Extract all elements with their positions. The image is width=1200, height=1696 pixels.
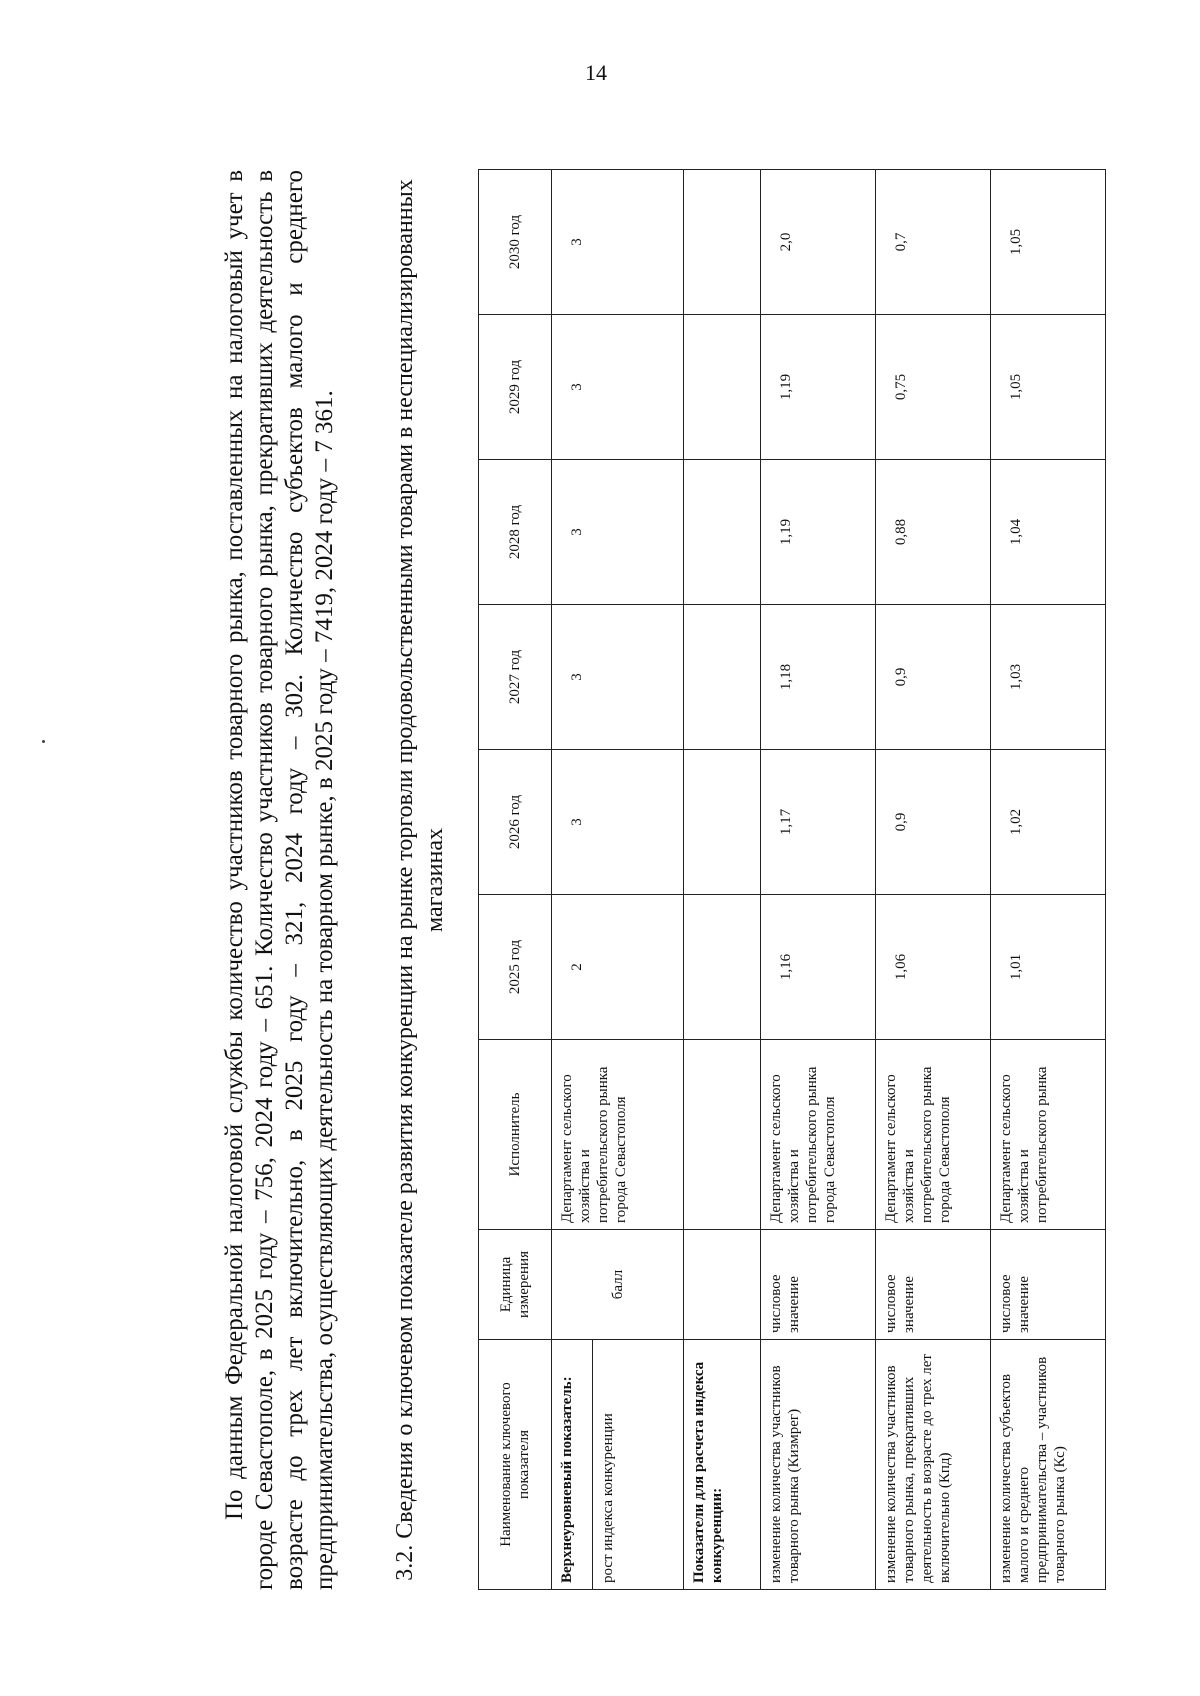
indicator-value: 1,01 xyxy=(991,895,1106,1040)
header-year-2028: 2028 год xyxy=(479,460,552,605)
indicator-value: 1,05 xyxy=(991,315,1106,460)
indicator-value: 1,03 xyxy=(991,605,1106,750)
top-level-indicator-name: рост индекса конкуренции xyxy=(593,1340,684,1590)
top-level-value: 3 xyxy=(552,460,684,605)
indicator-value: 1,02 xyxy=(991,750,1106,895)
indicator-value: 1,19 xyxy=(761,315,876,460)
indicator-executor: Департамент сельского хозяйства и потребительского рынка города Севастополя xyxy=(761,1040,876,1230)
indicator-value: 1,17 xyxy=(761,750,876,895)
calc-section-label: Показатели для расчета индекса конкуренции: xyxy=(684,1340,761,1590)
header-year-2030: 2030 год xyxy=(479,170,552,315)
empty-cell xyxy=(684,1040,761,1230)
indicator-value: 1,04 xyxy=(991,460,1106,605)
empty-cell xyxy=(684,1230,761,1340)
intro-paragraph: По данным Федеральной налоговой службы количество участников товарного рынка, поставленных на налоговый учет в городе Севастополе, в 2025 году – 756, 2024 году – 651. Количество участников товарного рынка, прекративших деятельность в возрасте до трех лет включительно, в 2025 году – 321, 2024 году – 302. Количество субъектов малого и среднего предпринимательства, осуществляющих деятельность на товарном рынке, в 2025 году – 7419, 2024 году – 7 361. xyxy=(221,170,338,1590)
indicator-value: 0,9 xyxy=(876,605,991,750)
calc-section-row xyxy=(684,170,761,1590)
indicator-value: 1,06 xyxy=(876,895,991,1040)
indicator-value: 0,7 xyxy=(876,170,991,315)
top-level-label-row xyxy=(552,170,593,1590)
indicator-unit: числовое значение xyxy=(761,1230,876,1340)
table-row xyxy=(991,170,1106,1590)
header-unit: Единица измерения xyxy=(479,1230,552,1340)
top-level-label: Верхнеуровневый показатель: xyxy=(552,1340,593,1590)
top-level-unit: балл xyxy=(552,1230,684,1340)
indicator-value: 1,16 xyxy=(761,895,876,1040)
empty-cell xyxy=(684,750,761,895)
top-level-value: 2 xyxy=(552,895,684,1040)
empty-cell xyxy=(684,605,761,750)
top-level-value: 3 xyxy=(552,605,684,750)
indicator-value: 1,05 xyxy=(991,170,1106,315)
indicator-name: изменение количества участников товарного рынка, прекративших деятельность в возрасте до трех лет включительно (Кпд) xyxy=(876,1340,991,1590)
page-number: 14 xyxy=(585,60,607,85)
indicator-value: 0,75 xyxy=(876,315,991,460)
indicator-value: 2,0 xyxy=(761,170,876,315)
indicator-value: 1,19 xyxy=(761,460,876,605)
table-row xyxy=(876,170,991,1590)
header-year-2026: 2026 год xyxy=(479,750,552,895)
kpi-table xyxy=(478,169,1106,1590)
top-level-value: 3 xyxy=(552,750,684,895)
top-level-executor: Департамент сельского хозяйства и потребительского рынка города Севастополя xyxy=(552,1040,684,1230)
table-header-row xyxy=(479,170,552,1590)
rotated-page-content xyxy=(220,170,1068,1590)
indicator-unit: числовое значение xyxy=(876,1230,991,1340)
indicator-name: изменение количества участников товарного рынка (Кизмрег) xyxy=(761,1340,876,1590)
empty-cell xyxy=(684,170,761,315)
header-year-2029: 2029 год xyxy=(479,315,552,460)
indicator-value: 0,9 xyxy=(876,750,991,895)
empty-cell xyxy=(684,315,761,460)
indicator-executor: Департамент сельского хозяйства и потребительского рынка города Севастополя xyxy=(876,1040,991,1230)
indicator-executor: Департамент сельского хозяйства и потребительского рынка xyxy=(991,1040,1106,1230)
header-year-2025: 2025 год xyxy=(479,895,552,1040)
header-year-2027: 2027 год xyxy=(479,605,552,750)
empty-cell xyxy=(684,460,761,605)
section-title: 3.2. Сведения о ключевом показателе развития конкуренции на рынке торговли продовольственными товарами в неспециализированных магазинах xyxy=(392,179,448,1581)
table-row xyxy=(761,170,876,1590)
indicator-name: изменение количества субъектов малого и среднего предпринимательства – участников товарного рынка (Кс) xyxy=(991,1340,1106,1590)
indicator-value: 0,88 xyxy=(876,460,991,605)
indicator-unit: числовое значение xyxy=(991,1230,1106,1340)
top-level-value: 3 xyxy=(552,170,684,315)
indicator-value: 1,18 xyxy=(761,605,876,750)
header-executor: Исполнитель xyxy=(479,1040,552,1230)
empty-cell xyxy=(684,895,761,1040)
header-name: Наименование ключевого показателя xyxy=(479,1340,552,1590)
scan-speck xyxy=(42,740,45,743)
top-level-value: 3 xyxy=(552,315,684,460)
